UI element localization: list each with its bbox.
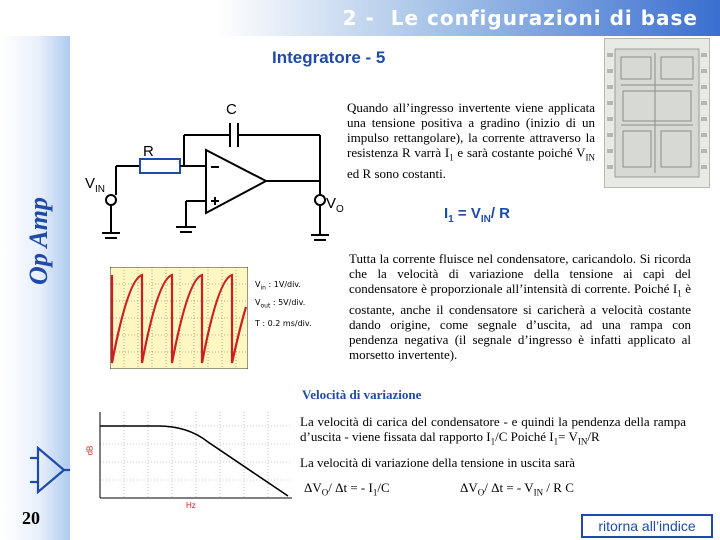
- current-formula: [444, 205, 510, 225]
- input-v: V: [85, 175, 96, 192]
- p1-c: ed R sono costanti.: [347, 165, 446, 181]
- rf2-a-sub: O: [477, 487, 485, 498]
- p1-b-sub: IN: [585, 152, 595, 163]
- p2-b: è costante, anche il condensatore si caricherà a velocità costante dando origine, come segnale d’uscita, ad una rampa con pendenza negativa (il segnale d’ingresso è infatti applicato al morsetto invertente).: [349, 281, 691, 362]
- rate-formula-voltage: [460, 480, 574, 498]
- chip-image: [605, 39, 709, 187]
- header-bar: [0, 0, 720, 36]
- formula-tail: / R: [490, 205, 511, 222]
- rf1-b-sub: 1: [372, 487, 378, 498]
- section-title: Velocità di variazione: [302, 387, 422, 402]
- p2-a: Tutta la corrente fluisce nel condensatore, caricandolo. Si ricorda che la velocità di variazione della tensione ai capi del condensatore è proporzionale all’intensità di corrente. Poiché I: [349, 251, 691, 296]
- slide-subtitle: Integratore - 5: [272, 48, 386, 67]
- integrator-circuit: [80, 95, 360, 255]
- scope-vout: [255, 298, 305, 310]
- paragraph-output-rate: La velocità di variazione della tensione in uscita sarà: [300, 455, 576, 470]
- rf2-a: ΔV: [460, 480, 478, 495]
- p3-b: /C Poiché I: [495, 429, 554, 444]
- bode-plot: [88, 408, 296, 508]
- p1-a-sub: 1: [449, 152, 454, 163]
- p3-a-sub: 1: [490, 436, 496, 447]
- bode-ylabel: dB: [85, 445, 95, 456]
- oscilloscope: [110, 267, 248, 369]
- p3-a: La velocità di carica del condensatore - e quindi la pendenza della rampa d’uscita - viene fissata dal rapporto I: [300, 414, 686, 444]
- rf1-b: / Δt = - I: [328, 480, 373, 495]
- chip-photo: [604, 38, 710, 188]
- formula-eq: = V: [453, 205, 481, 222]
- rf1-a-sub: O: [321, 487, 329, 498]
- opamp-logo-icon: [30, 440, 70, 500]
- output-v: V: [326, 195, 337, 212]
- resistor-label: R: [143, 143, 154, 160]
- input-voltage-label: [85, 175, 105, 195]
- scope-time: T : 0.2 ms/div.: [255, 319, 312, 328]
- scope-vin: [255, 280, 301, 292]
- p2-a-sub: 1: [677, 288, 682, 299]
- scope-vout-v: V: [255, 298, 261, 307]
- rf1-c: /C: [377, 480, 390, 495]
- p3-c: = V: [558, 429, 578, 444]
- output-sub: O: [336, 204, 344, 215]
- paragraph-rate: [300, 414, 686, 450]
- rf2-c: / R C: [543, 480, 574, 495]
- output-voltage-label: [326, 195, 344, 215]
- slide-header-title: 2 - Le configurazioni di base: [342, 6, 698, 30]
- formula-i: I: [444, 205, 449, 222]
- formula-v-sub: IN: [480, 214, 491, 225]
- p1-b: e sarà costante poiché V: [453, 145, 586, 160]
- rf2-b: / Δt = - V: [484, 480, 534, 495]
- rf2-b-sub: IN: [533, 487, 544, 498]
- oscilloscope-display: [110, 267, 248, 369]
- scope-vin-value: : 1V/div.: [265, 280, 301, 289]
- rf1-a: ΔV: [304, 480, 322, 495]
- scope-vout-sub: out: [260, 302, 271, 310]
- rate-formula-current: [304, 480, 390, 498]
- bode-xlabel: Hz: [186, 501, 196, 510]
- formula-i-sub: 1: [448, 214, 454, 225]
- paragraph-step-input: [347, 100, 595, 181]
- capacitor-label: C: [226, 101, 237, 118]
- p1-a: Quando all’ingresso invertente viene applicata una tensione positiva a gradino (inizio di un impulso rettangolare), la corrente attraverso la resistenza R varrà I: [347, 100, 595, 160]
- scope-vin-sub: in: [260, 284, 266, 292]
- sidebar-label: Op Amp: [24, 197, 53, 285]
- p3-c-sub: IN: [577, 436, 588, 447]
- paragraph-capacitor: [349, 251, 691, 362]
- scope-vin-v: V: [255, 280, 261, 289]
- input-sub: IN: [95, 184, 106, 195]
- p3-d: /R: [587, 429, 600, 444]
- scope-vout-value: : 5V/div.: [270, 298, 306, 307]
- p3-b-sub: 1: [553, 436, 559, 447]
- page-number: 20: [22, 508, 40, 528]
- back-to-index-link[interactable]: ritorna all’indice: [581, 514, 713, 538]
